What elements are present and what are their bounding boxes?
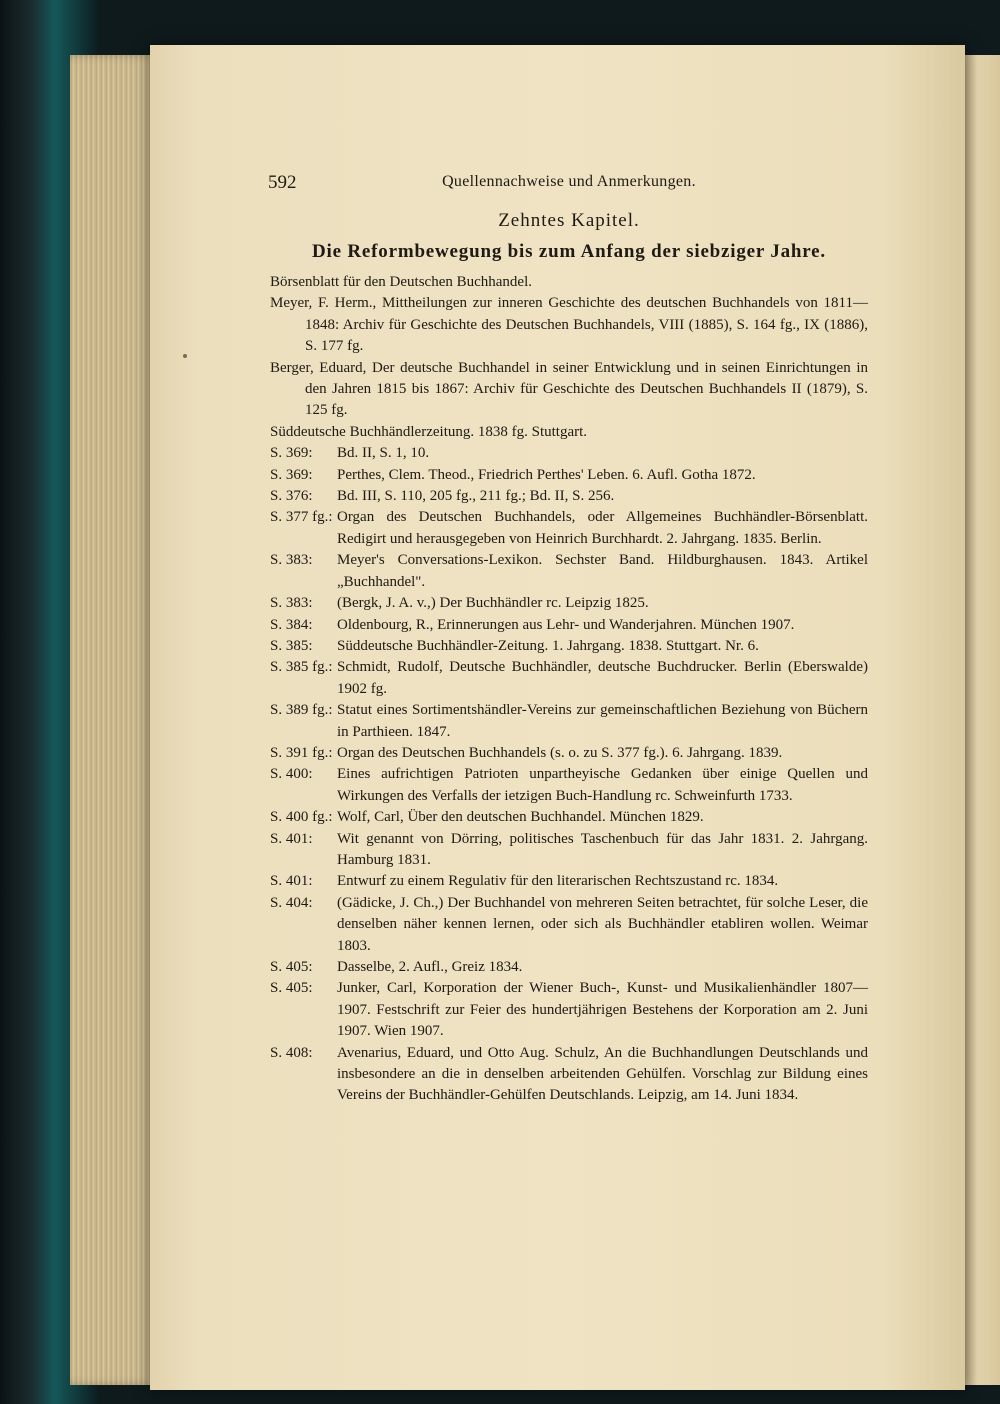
entry-page-ref: S. 385 fg.: [270, 659, 333, 676]
entry-page-ref: S. 401: [270, 873, 313, 890]
reference-entry [270, 615, 868, 636]
entry-text: Oldenbourg, R., Erinnerungen aus Lehr- und Wanderjahren. München 1907. [337, 616, 795, 633]
running-head [270, 172, 868, 200]
reference-entry [270, 422, 868, 443]
entry-page-ref: S. 383: [270, 595, 313, 612]
reference-entry [270, 978, 868, 1042]
chapter-label: Zehntes Kapitel. [498, 210, 640, 231]
entry-page-ref: S. 369: [270, 445, 313, 462]
facing-page-edge [962, 55, 1000, 1385]
entry-text: Bd. III, S. 110, 205 fg., 211 fg.; Bd. II, S. 256. [337, 488, 615, 505]
reference-entry [270, 764, 868, 807]
reference-entry [270, 700, 868, 743]
reference-entry [270, 829, 868, 872]
entry-text: Statut eines Sortimentshändler-Vereins zur gemeinschaftlichen Beziehung von Büchern in Parthieen. 1847. [337, 702, 868, 740]
reference-entry [270, 957, 868, 978]
reference-entry [270, 507, 868, 550]
reference-entry [270, 486, 868, 507]
entry-text: Schmidt, Rudolf, Deutsche Buchhändler, deutsche Buchdrucker. Berlin (Eberswalde) 1902 fg. [337, 659, 868, 697]
entry-page-ref: S. 389 fg.: [270, 702, 333, 719]
reference-entry [270, 1043, 868, 1107]
entry-text: Junker, Carl, Korporation der Wiener Buch-, Kunst- und Musikalienhändler 1807—1907. Festschrift zur Feier des hundertjährigen Bestehens der Korporation am 2. Juni 1907. Wien 1907. [337, 980, 868, 1040]
reference-entry [270, 443, 868, 464]
reference-entry [270, 657, 868, 700]
entry-text: Süddeutsche Buchhändler-Zeitung. 1. Jahrgang. 1838. Stuttgart. Nr. 6. [337, 637, 759, 654]
entry-text: Meyer's Conversations-Lexikon. Sechster Band. Hildburghausen. 1843. Artikel „Buchhandel". [337, 552, 868, 590]
entry-page-ref: S. 408: [270, 1044, 313, 1061]
page-edges [70, 55, 160, 1385]
entry-text: Dasselbe, 2. Aufl., Greiz 1834. [337, 959, 523, 975]
entry-page-ref: S. 400: [270, 766, 313, 783]
reference-entry [270, 593, 868, 614]
entry-text: Meyer, F. Herm., Mittheilungen zur inneren Geschichte des deutschen Buchhandels von 1811—1848: Archiv für Geschichte des Deutschen Buchhandels, VIII (1885), S. 164 fg., IX (1886), S. 177 fg. [270, 295, 868, 355]
entry-page-ref: S. 383: [270, 552, 313, 569]
entry-text: Eines aufrichtigen Patrioten unpartheyische Gedanken über einige Quellen und Wirkungen des Verfalls der ietzigen Buch-Handlung rc. Schweinfurth 1733. [337, 766, 868, 804]
reference-entry [270, 893, 868, 957]
reference-entry [270, 465, 868, 486]
entry-text: (Gädicke, J. Ch.,) Der Buchhandel von mehreren Seiten betrachtet, für solche Leser, die denselben näher kennen lernen, oder sich als Buchhändler etabliren wollen. Weimar 1803. [337, 894, 868, 954]
entry-text: Entwurf zu einem Regulativ für den literarischen Rechtszustand rc. 1834. [337, 873, 779, 890]
entry-page-ref: S. 401: [270, 830, 313, 847]
ink-speck [183, 354, 187, 358]
entry-page-ref: S. 404: [270, 894, 313, 911]
entry-page-ref: S. 369: [270, 466, 313, 483]
entry-page-ref: S. 377 fg.: [270, 509, 333, 526]
entry-page-ref: S. 384: [270, 616, 313, 633]
chapter-title: Die Reformbewegung bis zum Anfang der siebziger Jahre. [312, 241, 826, 262]
entry-page-ref: S. 385: [270, 637, 313, 654]
reference-entry [270, 743, 868, 764]
entry-page-ref: S. 391 fg.: [270, 744, 333, 761]
entry-text: Wit genannt von Dörring, politisches Taschenbuch für das Jahr 1831. 2. Jahrgang. Hamburg 1831. [337, 830, 868, 868]
reference-list [270, 272, 868, 1107]
page-number: 592 [268, 172, 297, 193]
entry-text: Wolf, Carl, Über den deutschen Buchhandel. München 1829. [337, 809, 704, 826]
reference-entry [270, 293, 868, 357]
entry-page-ref: S. 376: [270, 488, 313, 505]
entry-page-ref: S. 405: [270, 980, 313, 997]
reference-entry [270, 358, 868, 422]
entry-page-ref: S. 400 fg.: [270, 809, 333, 826]
reference-entry [270, 550, 868, 593]
entry-text: Organ des Deutschen Buchhandels (s. o. zu S. 377 fg.). 6. Jahrgang. 1839. [337, 744, 783, 761]
entry-page-ref: S. 405: [270, 959, 313, 975]
entry-text: Börsenblatt für den Deutschen Buchhandel. [270, 274, 533, 290]
entry-text: Berger, Eduard, Der deutsche Buchhandel in seiner Entwicklung und in seinen Einrichtungen in den Jahren 1815 bis 1867: Archiv für Geschichte des Deutschen Buchhandels II (1879), S. 125 fg. [270, 359, 868, 419]
reference-entry [270, 807, 868, 828]
page-content [270, 172, 868, 1107]
entry-text: (Bergk, J. A. v.,) Der Buchhändler rc. Leipzig 1825. [337, 595, 649, 612]
running-title: Quellennachweise und Anmerkungen. [442, 173, 696, 190]
reference-entry [270, 272, 868, 293]
entry-text: Perthes, Clem. Theod., Friedrich Perthes' Leben. 6. Aufl. Gotha 1872. [337, 466, 756, 483]
entry-text: Süddeutsche Buchhändlerzeitung. 1838 fg. Stuttgart. [270, 423, 588, 440]
reference-entry [270, 636, 868, 657]
entry-text: Avenarius, Eduard, und Otto Aug. Schulz, An die Buchhandlungen Deutschlands und insbesondere an die in denselben arbeitenden Gehülfen. Vorschlag zur Bildung eines Vereins der Buchhändler-Gehülfen Deutschlands. Leipzig, am 14. Juni 1834. [337, 1044, 868, 1104]
entry-text: Bd. II, S. 1, 10. [337, 445, 430, 462]
entry-text: Organ des Deutschen Buchhandels, oder Allgemeines Buchhändler-Börsenblatt. Redigirt und herausgegeben von Heinrich Burchhardt. 2. Jahrgang. 1835. Berlin. [337, 509, 868, 547]
reference-entry [270, 871, 868, 892]
